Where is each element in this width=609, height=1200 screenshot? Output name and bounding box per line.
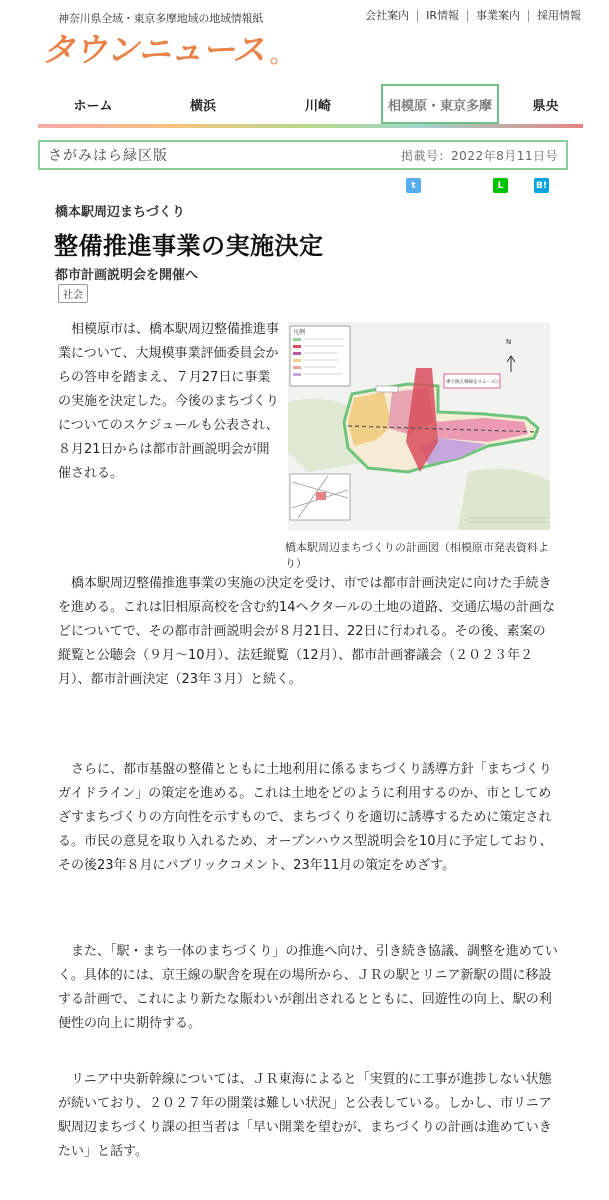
nav-yokohama[interactable]: 横浜 [189, 98, 216, 114]
hatena-share-button[interactable] [534, 178, 549, 193]
logo-wordmark: タウンニュース [42, 30, 265, 68]
publication-date: 掲載号：2022年8月11日号 [401, 148, 558, 163]
nav-home[interactable]: ホーム [73, 98, 113, 114]
site-logo[interactable] [40, 30, 280, 68]
category-tag[interactable]: 社会 [58, 284, 88, 303]
top-utility-bar [0, 0, 609, 32]
article-paragraph-3: また、「駅・まち一体のまちづくり」の推進へ向け、引き続き協議、調整を進めていく。具体的には、京王線の駅舎を現在の場所から、ＪＲの駅とリニア新駅の間に移設する計画で、これにより新たな賑わいが創出されるとともに、回遊性の向上、駅の利便性の向上に期待する。 [58, 944, 558, 1031]
nav-kenou[interactable]: 県央 [532, 98, 559, 114]
figure-caption: 橋本駅周辺まちづくりの計画図（相模原市発表資料より） [285, 541, 549, 570]
edition-bar [38, 140, 568, 170]
article-subhead: 都市計画説明会を開催へ [55, 268, 199, 283]
site-tagline: 神奈川県全域・東京多摩地域の地域情報紙 [58, 12, 264, 25]
map-station-label-box [376, 386, 398, 392]
twitter-icon: t [411, 180, 416, 191]
global-nav [38, 84, 583, 128]
plan-map-image [288, 322, 550, 530]
north-label: N [506, 338, 512, 346]
map-callout-text: 乗り換え導線をスムーズに [446, 380, 500, 385]
article-lead: 相模原市は、橋本駅周辺整備推進事業について、大規模事業評価委員会からの答申を踏まえ、７月27日に事業の実施を決定した。今後のまちづくりについてのスケジュールも公表され、８月21日からは都市計画説明会が開催される。 [58, 322, 280, 481]
utility-link-recruit[interactable]: 採用情報 [528, 10, 589, 22]
article-paragraph-1: 橋本駅周辺整備推進事業の実施の決定を受け、市では都市計画決定に向けた手続きを進める。これは旧相原高校を含む約14ヘクタールの土地の道路、交通広場の計画などについてで、その都市計画説明会が８月21日、22日に行われる。その後、素案の縦覧と公聴会（９月～10月）、法廷縦覧（12月）、都市計画審議会（２０２３年２月）、都市計画決定（23年３月）と続く。 [58, 576, 556, 687]
twitter-share-button[interactable] [406, 178, 421, 193]
hatena-icon: B! [536, 180, 547, 191]
utility-link-company[interactable]: 会社案内 [365, 9, 410, 22]
line-share-button[interactable] [493, 178, 508, 193]
article-headline: 整備推進事業の実施決定 [54, 232, 324, 260]
article-kicker: 橋本駅周辺まちづくり [55, 205, 185, 220]
nav-sagamihara-tama[interactable]: 相模原・東京多摩 [381, 84, 499, 124]
article-paragraph-2: さらに、都市基盤の整備とともに土地利用に係るまちづくり誘導方針「まちづくりガイドライン」の策定を進める。これは土地をどのように利用するのか、市としてめざすまちづくりの方向性を示すもので、まちづくりを適切に誘導するために策定される。市民の意見を取り入れるため、オープンハウス型説明会を10月に予定しており、その後23年８月にパブリックコメント、23年11月の策定をめざす。 [58, 762, 553, 873]
nav-kawasaki[interactable]: 川崎 [304, 98, 331, 114]
utility-link-ir[interactable]: IR情報 [417, 10, 467, 22]
nav-color-bar [38, 124, 583, 128]
edition-name: さがみはら緑区版 [48, 148, 168, 164]
line-icon: L [497, 180, 504, 191]
article-paragraph-4: リニア中央新幹線については、ＪＲ東海によると「実質的に工事が進捗しない状態が続いており、２０２７年の開業は難しい状況」と公表している。しかし、市リニア駅周辺まちづくり課の担当者は「早い開業を望むが、まちづくりの計画は進めていきたい」と話す。 [58, 1072, 552, 1159]
logo-registered-mark [271, 58, 277, 64]
utility-link-business[interactable]: 事業案内 [467, 10, 528, 22]
utility-links [357, 10, 589, 22]
map-legend-title: 凡例 [293, 329, 306, 336]
